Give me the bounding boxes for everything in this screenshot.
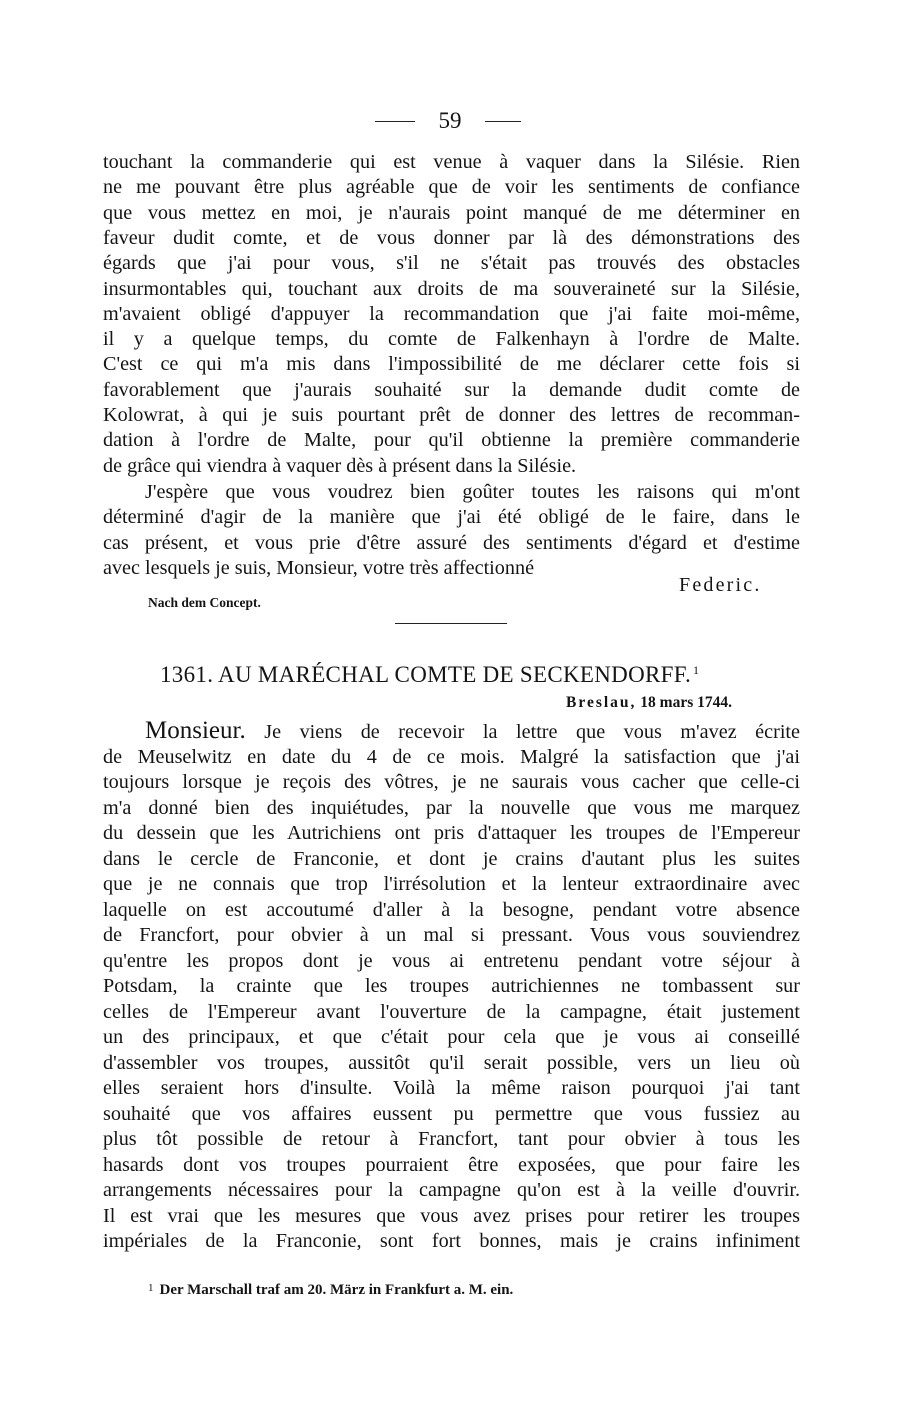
text-line: que vous mettez en moi, je n'aurais point manqué de me déterminer en bbox=[103, 202, 800, 224]
text-line: hasards dont vos troupes pourraient être exposées, que pour faire les bbox=[103, 1154, 800, 1176]
footnote-mark: 1 bbox=[148, 1282, 154, 1294]
footnote bbox=[148, 1277, 513, 1301]
text-line: de grâce qui viendra à vaquer dès à présent dans la Silésie. bbox=[103, 455, 577, 477]
text-line: d'assembler vos troupes, aussitôt qu'il serait possible, vers un lieu où bbox=[103, 1052, 800, 1074]
text-line bbox=[145, 717, 800, 745]
text-line: celles de l'Empereur avant l'ouverture de la campagne, était justement bbox=[103, 1001, 800, 1023]
text-line: faveur dudit comte, et de vous donner par là des démonstrations des bbox=[103, 227, 800, 249]
text-line: toujours lorsque je reçois des vôtres, je ne saurais vous cacher que celle-ci bbox=[103, 771, 800, 793]
text-line: Kolowrat, à qui je suis pourtant prêt de donner des lettres de recomman- bbox=[103, 404, 800, 426]
text-line: m'a donné bien des inquiétudes, par la nouvelle que vous me marquez bbox=[103, 797, 800, 819]
text-line: il y a quelque temps, du comte de Falkenhayn à l'ordre de Malte. bbox=[103, 328, 800, 350]
text-line: plus tôt possible de retour à Francfort, tant pour obvier à tous les bbox=[103, 1128, 800, 1150]
text-line: un des principaux, et que c'était pour cela que je vous ai conseillé bbox=[103, 1026, 800, 1048]
letter-title bbox=[160, 655, 699, 690]
place: Breslau, bbox=[566, 694, 637, 711]
header-dash-left bbox=[375, 121, 415, 122]
text-line: ne me pouvant être plus agréable que de voir les sentiments de confiance bbox=[103, 176, 800, 198]
text-line: m'avaient obligé d'appuyer la recommandation que j'ai faite moi-même, bbox=[103, 303, 800, 325]
text-line: elles seraient hors d'insulte. Voilà la même raison pourquoi j'ai tant bbox=[103, 1077, 800, 1099]
date: 18 mars 1744. bbox=[640, 694, 732, 711]
text-line: dans le cercle de Franconie, et dont je crains d'autant plus les suites bbox=[103, 848, 800, 870]
text-line: arrangements nécessaires pour la campagne qu'on est à la veille d'ouvrir. bbox=[103, 1179, 800, 1201]
text-line: C'est ce qui m'a mis dans l'impossibilité de me déclarer cette fois si bbox=[103, 353, 800, 375]
header-dash-right bbox=[485, 121, 521, 122]
signature: Federic. bbox=[679, 574, 762, 596]
text-line: J'espère que vous voudrez bien goûter toutes les raisons qui m'ont bbox=[145, 481, 800, 503]
text-line: que je ne connais que trop l'irrésolution et la lenteur extraordinaire avec bbox=[103, 873, 800, 895]
text-line-rest: Je viens de recevoir la lettre que vous m'avez écrite bbox=[264, 721, 800, 743]
footnote-reference: 1 bbox=[693, 663, 700, 677]
text-line: cas présent, et vous prie d'être assuré des sentiments d'égard et d'estime bbox=[103, 532, 800, 554]
letter-title-text: 1361. AU MARÉCHAL COMTE DE SECKENDORFF. bbox=[160, 662, 692, 687]
section-divider bbox=[395, 623, 507, 624]
text-line: Potsdam, la crainte que les troupes autrichiennes ne tombassent sur bbox=[103, 975, 800, 997]
text-line: touchant la commanderie qui est venue à vaquer dans la Silésie. Rien bbox=[103, 151, 800, 173]
text-line: souhaité que vos affaires eussent pu permettre que vous fussiez au bbox=[103, 1103, 800, 1125]
page-header bbox=[0, 104, 900, 138]
text-line: favorablement que j'aurais souhaité sur la demande dudit comte de bbox=[103, 379, 800, 401]
source-note: Nach dem Concept. bbox=[148, 595, 261, 610]
text-line: insurmontables qui, touchant aux droits de ma souveraineté sur la Silésie, bbox=[103, 278, 800, 300]
text-line: de Francfort, pour obvier à un mal si pressant. Vous vous souviendrez bbox=[103, 924, 800, 946]
text-line: de Meuselwitz en date du 4 de ce mois. Malgré la satisfaction que j'ai bbox=[103, 746, 800, 768]
salutation: Monsieur. bbox=[145, 717, 246, 744]
text-line: déterminé d'agir de la manière que j'ai été obligé de le faire, dans le bbox=[103, 506, 800, 528]
text-line: Il est vrai que les mesures que vous avez prises pour retirer les troupes bbox=[103, 1205, 800, 1227]
text-line: laquelle on est accoutumé d'aller à la besogne, pendant votre absence bbox=[103, 899, 800, 921]
text-line: impériales de la Franconie, sont fort bonnes, mais je crains infiniment bbox=[103, 1230, 800, 1252]
text-line: avec lesquels je suis, Monsieur, votre très affectionné bbox=[103, 557, 535, 579]
text-line: du dessein que les Autrichiens ont pris d'attaquer les troupes de l'Empereur bbox=[103, 822, 800, 844]
page-number: 59 bbox=[438, 108, 462, 133]
text-line: égards que j'ai pour vous, s'il ne s'était pas trouvés des obstacles bbox=[103, 252, 800, 274]
text-line: dation à l'ordre de Malte, pour qu'il obtienne la première commanderie bbox=[103, 429, 800, 451]
text-line: qu'entre les propos dont je vous ai entretenu pendant votre séjour à bbox=[103, 950, 800, 972]
place-date bbox=[566, 692, 732, 714]
footnote-text: Der Marschall traf am 20. März in Frankfurt a. M. ein. bbox=[159, 1282, 514, 1298]
